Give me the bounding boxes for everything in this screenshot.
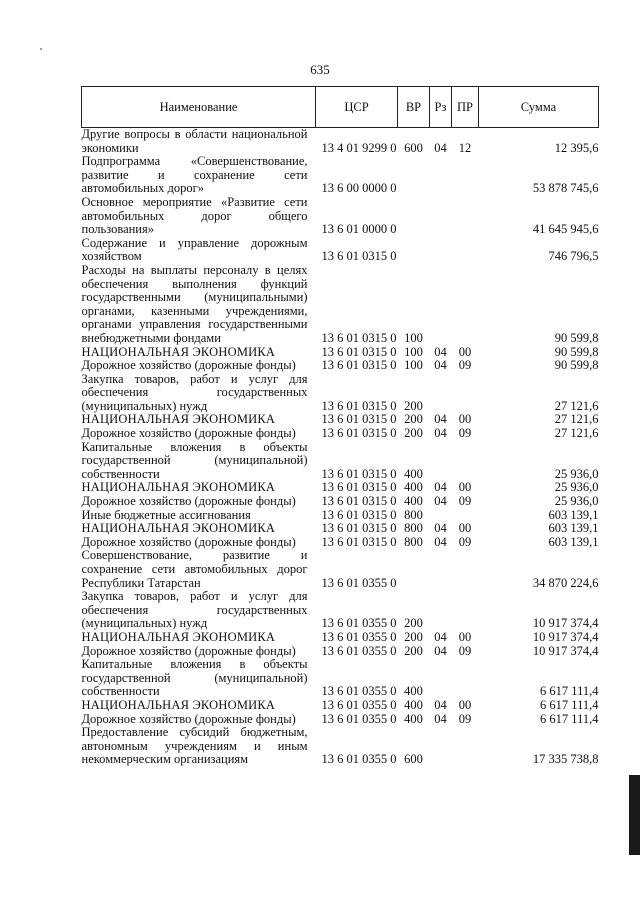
cell-name: Подпрограмма «Совершенствование, развитие и сохранение сети автомобильных дорог» — [81, 154, 308, 196]
cell-name: НАЦИОНАЛЬНАЯ ЭКОНОМИКА — [81, 629, 276, 644]
cell-name: НАЦИОНАЛЬНАЯ ЭКОНОМИКА — [81, 521, 276, 536]
cell-rz: 04 — [434, 344, 447, 359]
cell-vr: 200 — [404, 398, 423, 413]
cell-rz — [430, 658, 452, 699]
cell-sum: 10 917 374,4 — [532, 616, 599, 631]
cell-sum: 27 121,6 — [554, 398, 599, 413]
cell-sum: 25 936,0 — [554, 480, 599, 495]
scan-speck — [40, 48, 42, 50]
cell-pr — [452, 726, 479, 767]
cell-name: Другие вопросы в области национальной экономики — [81, 127, 308, 155]
cell-pr — [452, 590, 479, 631]
cell-csr: 13 6 01 0315 0 — [321, 521, 397, 536]
cell-csr: 13 6 01 0315 0 — [321, 344, 397, 359]
table-row — [82, 441, 599, 482]
table-row — [82, 196, 599, 237]
cell-vr: 100 — [404, 344, 423, 359]
cell-rz: 04 — [434, 426, 447, 441]
cell-vr: 200 — [404, 629, 423, 644]
cell-vr: 400 — [404, 466, 423, 481]
cell-pr — [452, 155, 479, 196]
table-row — [82, 495, 599, 509]
cell-rz: 04 — [434, 412, 447, 427]
cell-pr: 00 — [458, 521, 472, 536]
header-pr: ПР — [452, 87, 479, 128]
cell-vr: 600 — [404, 752, 423, 767]
cell-name: Иные бюджетные ассигнования — [81, 507, 251, 522]
table-row — [82, 645, 599, 659]
table-row — [82, 155, 599, 196]
table-header — [82, 87, 599, 128]
cell-rz — [430, 264, 452, 346]
cell-pr — [452, 549, 479, 590]
cell-rz: 04 — [434, 629, 447, 644]
table-row — [82, 536, 599, 550]
cell-pr — [452, 658, 479, 699]
cell-vr — [398, 549, 430, 590]
cell-vr — [398, 155, 430, 196]
table-row — [82, 373, 599, 414]
cell-sum: 41 645 945,6 — [532, 222, 599, 237]
cell-sum: 27 121,6 — [554, 426, 599, 441]
table-row — [82, 522, 599, 536]
cell-pr: 09 — [458, 534, 472, 549]
cell-rz — [430, 373, 452, 414]
cell-rz — [430, 549, 452, 590]
cell-csr: 13 4 01 9299 0 — [321, 140, 397, 155]
cell-sum: 603 139,1 — [548, 507, 599, 522]
cell-name: Капитальные вложения в объекты государственной (муниципальной) собственности — [81, 657, 308, 699]
table-row — [82, 549, 599, 590]
scan-edge-shadow — [629, 775, 640, 855]
cell-name: Капитальные вложения в объекты государственной (муниципальной) собственности — [81, 439, 308, 481]
cell-vr: 400 — [404, 684, 423, 699]
cell-csr: 13 6 01 0355 0 — [321, 643, 397, 658]
cell-sum: 10 917 374,4 — [532, 643, 599, 658]
cell-csr: 13 6 01 0315 0 — [321, 494, 397, 509]
cell-vr: 100 — [404, 330, 423, 345]
page-number: 635 — [310, 62, 330, 77]
cell-vr — [398, 196, 430, 237]
cell-name: Расходы на выплаты персоналу в целях обеспечения выполнения функций государственными (муниципальными) органами, казенными учреждениями, органами управления государственными внебюджетными фондами — [81, 262, 308, 345]
cell-pr: 09 — [458, 426, 472, 441]
table-row — [82, 699, 599, 713]
cell-sum: 90 599,8 — [554, 330, 599, 345]
table-row — [82, 726, 599, 767]
cell-name: Основное мероприятие «Развитие сети автомобильных дорог общего пользования» — [81, 194, 308, 237]
cell-vr: 400 — [404, 480, 423, 495]
cell-sum: 17 335 738,8 — [532, 752, 599, 767]
cell-sum: 90 599,8 — [554, 344, 599, 359]
table-row — [82, 359, 599, 373]
cell-vr: 400 — [404, 711, 423, 726]
cell-csr: 13 6 01 0315 0 — [321, 466, 397, 481]
cell-pr — [452, 196, 479, 237]
cell-csr: 13 6 01 0355 0 — [321, 711, 397, 726]
cell-sum: 603 139,1 — [548, 534, 599, 549]
cell-rz: 04 — [434, 697, 447, 712]
cell-vr: 400 — [404, 494, 423, 509]
cell-csr: 13 6 01 0355 0 — [321, 697, 397, 712]
cell-sum: 27 121,6 — [554, 412, 599, 427]
cell-pr — [452, 237, 479, 264]
header-csr: ЦСР — [316, 87, 398, 128]
cell-pr: 00 — [458, 629, 472, 644]
cell-vr: 200 — [404, 643, 423, 658]
table-row — [82, 128, 599, 156]
table-row — [82, 658, 599, 699]
table-row — [82, 481, 599, 495]
cell-sum: 25 936,0 — [554, 494, 599, 509]
cell-rz: 04 — [434, 358, 447, 373]
cell-vr: 200 — [404, 412, 423, 427]
cell-csr: 13 6 01 0315 0 — [321, 398, 397, 413]
cell-rz — [430, 441, 452, 482]
table-row — [82, 427, 599, 441]
cell-name: Дорожное хозяйство (дорожные фонды) — [81, 426, 296, 441]
cell-sum: 34 870 224,6 — [532, 575, 599, 590]
cell-rz: 04 — [434, 480, 447, 495]
cell-csr: 13 6 01 0315 0 — [321, 412, 397, 427]
table-row — [82, 713, 599, 727]
cell-name: Дорожное хозяйство (дорожные фонды) — [81, 711, 296, 726]
cell-name: Дорожное хозяйство (дорожные фонды) — [81, 358, 296, 373]
cell-csr: 13 6 01 0355 0 — [321, 575, 397, 590]
cell-name: Дорожное хозяйство (дорожные фонды) — [81, 494, 296, 509]
header-row — [82, 87, 599, 128]
header-rz: Рз — [430, 87, 452, 128]
cell-csr: 13 6 01 0315 0 — [321, 358, 397, 373]
budget-table — [81, 86, 599, 767]
cell-rz — [430, 509, 452, 523]
cell-rz — [430, 726, 452, 767]
cell-csr: 13 6 01 0355 0 — [321, 629, 397, 644]
cell-pr: 00 — [458, 697, 472, 712]
header-vr: ВР — [398, 87, 430, 128]
cell-rz — [430, 237, 452, 264]
cell-pr: 09 — [458, 711, 472, 726]
table-row — [82, 346, 599, 360]
cell-sum: 6 617 111,4 — [540, 697, 599, 712]
cell-vr: 400 — [404, 697, 423, 712]
cell-csr: 13 6 01 0315 0 — [321, 507, 397, 522]
cell-sum: 12 395,6 — [554, 140, 599, 155]
header-sum: Сумма — [479, 87, 599, 128]
cell-csr: 13 6 01 0355 0 — [321, 752, 397, 767]
table-row — [82, 264, 599, 346]
cell-csr: 13 6 01 0315 0 — [321, 480, 397, 495]
cell-vr: 800 — [404, 507, 423, 522]
cell-csr: 13 6 01 0315 0 — [321, 330, 397, 345]
cell-pr: 00 — [458, 480, 472, 495]
cell-pr: 00 — [458, 344, 472, 359]
cell-sum: 10 917 374,4 — [532, 629, 599, 644]
cell-vr: 200 — [404, 426, 423, 441]
cell-rz: 04 — [434, 711, 447, 726]
cell-pr: 09 — [458, 643, 472, 658]
cell-rz: 04 — [434, 534, 447, 549]
cell-name: Дорожное хозяйство (дорожные фонды) — [81, 534, 296, 549]
cell-csr: 13 6 01 0315 0 — [321, 249, 397, 264]
cell-sum: 603 139,1 — [548, 521, 599, 536]
cell-vr: 200 — [404, 616, 423, 631]
cell-sum: 90 599,8 — [554, 358, 599, 373]
cell-sum: 746 796,5 — [548, 249, 599, 264]
cell-csr: 13 6 01 0315 0 — [321, 426, 397, 441]
cell-name: Совершенствование, развитие и сохранение сети автомобильных дорог Республики Татарстан — [81, 548, 308, 590]
cell-vr: 600 — [404, 140, 423, 155]
cell-csr: 13 6 01 0315 0 — [321, 534, 397, 549]
table-row — [82, 509, 599, 523]
cell-vr: 800 — [404, 534, 423, 549]
table-row — [82, 237, 599, 264]
cell-rz — [430, 196, 452, 237]
cell-vr — [398, 237, 430, 264]
cell-csr: 13 6 01 0000 0 — [321, 222, 397, 237]
cell-name: Содержание и управление дорожным хозяйством — [81, 235, 308, 264]
cell-pr — [452, 264, 479, 346]
table-row — [82, 413, 599, 427]
table-row — [82, 631, 599, 645]
cell-vr: 100 — [404, 358, 423, 373]
cell-name: Закупка товаров, работ и услуг для обеспечения государственных (муниципальных) нужд — [81, 589, 308, 631]
cell-pr: 00 — [458, 412, 472, 427]
cell-rz — [430, 590, 452, 631]
cell-name: НАЦИОНАЛЬНАЯ ЭКОНОМИКА — [81, 697, 276, 712]
table-row — [82, 590, 599, 631]
cell-csr: 13 6 01 0355 0 — [321, 684, 397, 699]
cell-rz: 04 — [434, 643, 447, 658]
cell-sum: 6 617 111,4 — [540, 711, 599, 726]
cell-rz: 04 — [434, 140, 447, 155]
cell-rz: 04 — [434, 521, 447, 536]
cell-pr — [452, 509, 479, 523]
cell-sum: 53 878 745,6 — [532, 181, 599, 196]
header-name: Наименование — [82, 87, 316, 128]
cell-csr: 13 6 01 0355 0 — [321, 616, 397, 631]
cell-sum: 6 617 111,4 — [540, 684, 599, 699]
cell-pr: 09 — [458, 494, 472, 509]
cell-rz: 04 — [434, 494, 447, 509]
cell-csr: 13 6 00 0000 0 — [321, 181, 397, 196]
cell-pr: 12 — [458, 140, 472, 155]
cell-vr: 800 — [404, 521, 423, 536]
table-body — [82, 128, 599, 767]
cell-pr — [452, 373, 479, 414]
cell-name: НАЦИОНАЛЬНАЯ ЭКОНОМИКА — [81, 344, 276, 359]
cell-name: Закупка товаров, работ и услуг для обеспечения государственных (муниципальных) нужд — [81, 371, 308, 413]
cell-sum: 25 936,0 — [554, 466, 599, 481]
cell-name: НАЦИОНАЛЬНАЯ ЭКОНОМИКА — [81, 480, 276, 495]
cell-name: Дорожное хозяйство (дорожные фонды) — [81, 643, 296, 658]
cell-pr: 09 — [458, 358, 472, 373]
cell-pr — [452, 441, 479, 482]
cell-name: Предоставление субсидий бюджетным, автономным учреждениям и иным некоммерческим организациям — [81, 725, 308, 767]
cell-rz — [430, 155, 452, 196]
cell-name: НАЦИОНАЛЬНАЯ ЭКОНОМИКА — [81, 412, 276, 427]
